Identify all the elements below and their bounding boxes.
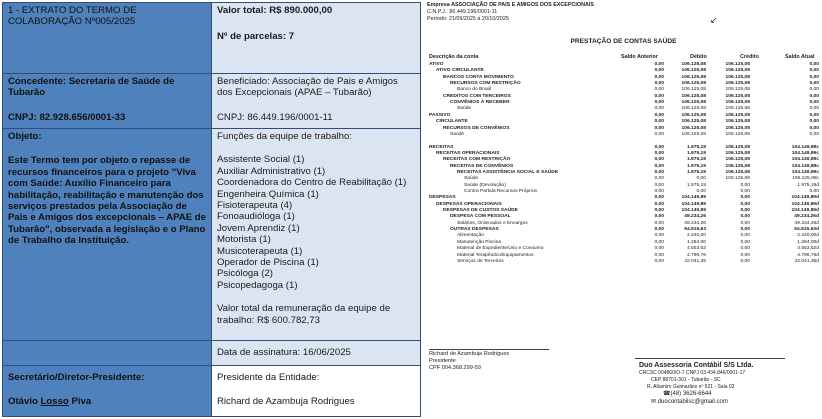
credit-value: 106.125,08 <box>725 163 750 169</box>
debit-value: 1.975,19 <box>686 157 706 163</box>
row-divider <box>3 365 420 366</box>
debit-value: 2.240,00 <box>686 233 706 239</box>
credit-value: 106.125,08 <box>725 74 750 80</box>
credit-value: 0,00 <box>740 201 750 207</box>
list-item: Auxiliar Administrativo (1) <box>217 165 326 177</box>
credit-value: 106.125,08 <box>725 169 750 175</box>
account-label: Material de Expediente/Uso e Consumo <box>457 246 544 252</box>
debit-value: 1.284,00 <box>686 239 706 245</box>
debit-value: 106.125,08 <box>681 74 706 80</box>
previous-balance: 0,00 <box>654 81 664 87</box>
current-balance: 54.915,63d <box>794 227 819 233</box>
current-balance: 1.975,19d <box>797 182 819 188</box>
current-balance: 104.149,89d <box>791 201 819 207</box>
previous-balance: 0,00 <box>654 112 664 118</box>
debit-value: 4.796,76 <box>686 252 706 258</box>
previous-balance: 0,00 <box>654 163 664 169</box>
column-header-credit: Crédito <box>740 54 759 60</box>
debit-value: 104.149,89 <box>681 195 706 201</box>
previous-balance: 0,00 <box>654 214 664 220</box>
credit-value: 0,00 <box>740 258 750 264</box>
debit-value: 106.125,08 <box>681 125 706 131</box>
account-label: CONVÊNIOS À RECEBER <box>450 100 510 106</box>
president-cpf: CPF 004.368.299-59 <box>429 365 481 371</box>
account-label: RECEITAS <box>429 144 454 150</box>
list-item: Coordenadora do Centro de Reabilitação (1) <box>217 177 407 189</box>
list-item: Assistente Social (1) <box>217 154 305 166</box>
account-label: RECEITAS COM RESTRIÇÃO <box>443 157 511 163</box>
list-item: Musicoterapeuta (1) <box>217 245 303 257</box>
credit-value: 0,00 <box>740 252 750 258</box>
grantor-cell <box>3 74 211 128</box>
account-label: RECURSOS COM RESTRIÇÃO <box>450 81 521 87</box>
previous-balance: 0,00 <box>654 182 664 188</box>
signature-date-cell <box>212 341 420 365</box>
current-balance: 0,00 <box>809 100 819 106</box>
current-balance: 49.234,26d <box>794 220 819 226</box>
current-balance: 104.149,89c <box>791 169 819 175</box>
debit-value: 106.125,08 <box>681 119 706 125</box>
account-label: Saúde <box>457 106 472 112</box>
accounts-statement <box>425 0 822 419</box>
credit-value: 106.125,08 <box>725 150 750 156</box>
previous-balance: 0,00 <box>654 189 664 194</box>
column-divider <box>211 3 212 416</box>
previous-balance: 0,00 <box>654 201 664 207</box>
grantor-cnpj: CNPJ: 82.928.656/0001-33 <box>8 111 126 123</box>
account-label: Material Terapêutico/Equipamentos <box>457 252 534 258</box>
entity-president-name: Richard de Azambuja Rodrigues <box>217 396 355 408</box>
account-label: RECEITAS OPERACIONAIS <box>436 150 500 156</box>
previous-balance: 0,00 <box>654 93 664 99</box>
debit-value: 1.975,19 <box>686 144 706 150</box>
arrow-icon: ↙ <box>710 15 718 25</box>
debit-value: 106.125,08 <box>681 100 706 106</box>
debit-value: 0,00 <box>696 189 706 194</box>
list-item: Fisioterapeuta (4) <box>217 200 293 212</box>
credit-value: 106.125,08 <box>725 106 750 112</box>
secretary-label: Secretário/Diretor-Presidente: <box>8 372 145 383</box>
credit-value: 106.125,08 <box>725 93 750 99</box>
previous-balance: 0,00 <box>654 68 664 74</box>
column-header-description: Descrição da conta <box>429 54 479 60</box>
total-cell <box>212 3 420 73</box>
previous-balance: 0,00 <box>654 106 664 112</box>
account-label: Alimentação <box>457 233 484 239</box>
accountant-company: Duo Assessoria Contábil S/S Ltda. <box>639 362 754 369</box>
debit-value: 0,00 <box>696 176 706 182</box>
debit-value: 106.125,08 <box>681 112 706 118</box>
credit-value: 0,00 <box>740 239 750 245</box>
extract-table <box>2 2 421 417</box>
previous-balance: 0,00 <box>654 239 664 245</box>
previous-balance: 0,00 <box>654 227 664 233</box>
credit-value: 106.125,08 <box>725 176 750 182</box>
current-balance: 0,00 <box>809 112 819 118</box>
account-label: RECEITAS ASSISTÊNCIA SOCIAL E SAÚDE <box>457 169 559 175</box>
secretary-first-name: Otávio <box>8 396 41 408</box>
credit-value: 106.125,08 <box>725 119 750 125</box>
current-balance: 0,00 <box>809 131 819 137</box>
account-label: DESPESAS DE CUSTOS SAÚDE <box>443 208 518 214</box>
current-balance: 0,00 <box>809 68 819 74</box>
parcels-count: Nº de parcelas: 7 <box>217 31 295 43</box>
previous-balance: 0,00 <box>654 169 664 175</box>
account-label: PASSIVO <box>429 112 451 118</box>
beneficiary-cnpj: CNPJ: 86.449.196/0001-11 <box>217 111 333 123</box>
column-header-debit: Débito <box>690 54 707 60</box>
current-balance: 0,00 <box>809 81 819 87</box>
current-balance: 0,00 <box>809 87 819 93</box>
credit-value: 106.125,08 <box>725 144 750 150</box>
current-balance: 2.240,00d <box>797 233 819 239</box>
accountant-phone: ☎(48) 3626-6644 <box>663 391 712 397</box>
debit-value: 106.125,08 <box>681 106 706 112</box>
column-header-balance: Saldo Atual <box>785 54 815 60</box>
current-balance: 4.553,52d <box>797 246 819 252</box>
previous-balance: 0,00 <box>654 62 664 67</box>
current-balance: 0,00 <box>809 119 819 125</box>
current-balance: 106.125,08c <box>792 176 819 182</box>
account-label: Banco do Brasil <box>457 87 492 93</box>
credit-value: 106.125,08 <box>725 87 750 93</box>
credit-value: 106.125,08 <box>725 68 750 74</box>
account-label: DESPESA COM PESSOAL <box>450 214 511 220</box>
credit-value: 106.125,08 <box>725 62 750 67</box>
current-balance: 0,00 <box>809 74 819 80</box>
credit-value: 106.125,08 <box>725 81 750 87</box>
company-line: Empresa ASSOCIAÇÃO DE PAIS E AMIGOS DOS EXCEPCIONAIS <box>427 2 594 8</box>
secretary-last-name: Piva <box>68 396 92 408</box>
current-balance: 104.149,89c <box>791 144 819 150</box>
accountant-registration: CRCSC 004860/O-7 CNPJ 03.434.846/0001-17 <box>639 370 746 376</box>
president-signature-line <box>429 349 549 350</box>
period-line: Período: 21/09/2025 à 20/10/2025 <box>427 16 509 22</box>
previous-balance: 0,00 <box>654 150 664 156</box>
list-item: Engenheira Química (1) <box>217 188 319 200</box>
credit-value: 0,00 <box>740 182 750 188</box>
previous-balance: 0,00 <box>654 258 664 264</box>
current-balance: 104.149,89d <box>791 195 819 201</box>
debit-value: 1.975,19 <box>686 163 706 169</box>
debit-value: 1.975,19 <box>686 182 706 188</box>
account-label: Salários, Ordenados e Encargos <box>457 220 528 226</box>
credit-value: 106.125,08 <box>725 131 750 137</box>
president-role: Presidente <box>429 358 456 364</box>
debit-value: 106.125,08 <box>681 68 706 74</box>
account-label: Saúde (Devolução) <box>464 182 506 188</box>
previous-balance: 0,00 <box>654 252 664 258</box>
row-divider <box>3 73 420 74</box>
credit-value: 0,00 <box>740 189 750 194</box>
account-label: OUTRAS DESPESAS <box>450 227 499 233</box>
previous-balance: 0,00 <box>654 119 664 125</box>
previous-balance: 0,00 <box>654 220 664 226</box>
credit-value: 0,00 <box>740 227 750 233</box>
credit-value: 0,00 <box>740 214 750 220</box>
functions-list <box>217 154 415 291</box>
account-label: CREDITOS COM TERCEIROS <box>443 93 511 99</box>
functions-label: Funções da equipe de trabalho: <box>217 131 352 142</box>
account-label: RECEITAS DE CONVÊNIOS <box>450 163 514 169</box>
account-label: Manutenção Piscina <box>457 239 502 245</box>
cnpj-line: C.N.P.J.: 86.449.196/0001-11 <box>427 9 498 15</box>
previous-balance: 0,00 <box>654 176 664 182</box>
current-balance: 104.149,89c <box>791 157 819 163</box>
previous-balance: 0,00 <box>654 125 664 131</box>
accountant-email: ✉ duocontabilsc@gmail.com <box>651 399 728 405</box>
previous-balance: 0,00 <box>654 144 664 150</box>
current-balance: 4.796,76d <box>797 252 819 258</box>
debit-value: 106.125,08 <box>681 62 706 67</box>
list-item: Psicóloga (2) <box>217 268 273 280</box>
beneficiary-name: Beneficiado: Associação de Pais e Amigos dos Excepcionais (APAE – Tubarão) <box>217 76 398 99</box>
email-icon: ✉ <box>651 399 657 405</box>
credit-value: 0,00 <box>740 195 750 201</box>
account-label: Serviços de Terceiros <box>457 258 504 264</box>
debit-value: 1.975,19 <box>686 169 706 175</box>
current-balance: 0,00 <box>809 62 819 67</box>
entity-president-label: Presidente da Entidade: <box>217 372 320 383</box>
previous-balance: 0,00 <box>654 195 664 201</box>
current-balance: 0,00 <box>809 106 819 112</box>
total-value: Valor total: R$ 890.000,00 <box>217 5 333 16</box>
credit-value: 0,00 <box>740 233 750 239</box>
previous-balance: 0,00 <box>654 233 664 239</box>
table-row <box>425 258 822 265</box>
credit-value: 106.125,08 <box>725 157 750 163</box>
accountant-address: R. Altamiro Guimarães nº 621 - Sala 02 <box>647 384 735 390</box>
account-label: Saúde <box>464 176 479 182</box>
row-divider <box>3 340 420 341</box>
previous-balance: 0,00 <box>654 246 664 252</box>
debit-value: 106.125,08 <box>681 87 706 93</box>
account-label: DESPESAS OPERACIONAIS <box>436 201 502 207</box>
row-divider <box>3 128 420 129</box>
current-balance: 1.284,00d <box>797 239 819 245</box>
extract-title: 1 - EXTRATO DO TERMO DE COLABORAÇÃO Nº005/2025 <box>8 5 137 28</box>
account-label: RECURSOS DE CONVÊNIOS <box>443 125 510 131</box>
previous-balance: 0,00 <box>654 100 664 106</box>
account-label: CIRCULANTE <box>436 119 468 125</box>
account-label: Contra Partida Recursos Próprios <box>464 189 538 194</box>
object-cell <box>3 129 211 340</box>
debit-value: 4.553,52 <box>686 246 706 252</box>
list-item: Jovem Aprendiz (1) <box>217 222 300 234</box>
credit-value: 106.125,08 <box>725 100 750 106</box>
debit-value: 104.149,89 <box>681 201 706 207</box>
grantor-name: Concedente: Secretaria de Saúde de Tubarão <box>8 76 175 99</box>
secretary-middle-name: Losso <box>40 396 69 408</box>
credit-value: 106.125,08 <box>725 125 750 131</box>
current-balance: 104.149,89c <box>791 163 819 169</box>
current-balance: 42.041,35d <box>794 258 819 264</box>
list-item: Fonoaudióloga (1) <box>217 211 295 223</box>
account-label: ATIVO <box>429 62 444 67</box>
phone-icon: ☎ <box>663 391 671 397</box>
secretary-cell <box>3 366 211 416</box>
current-balance: 104.149,89c <box>791 150 819 156</box>
statement-title: PRESTAÇÃO DE CONTAS SAÚDE <box>570 38 677 45</box>
previous-balance: 0,00 <box>654 157 664 163</box>
credit-value: 0,00 <box>740 220 750 226</box>
accountant-cep: CEP 88701-301 - Tubarão - SC <box>651 377 721 383</box>
list-item: Psicopedagoga (1) <box>217 279 298 291</box>
account-label: DESPESAS <box>429 195 456 201</box>
current-balance: 104.149,89d <box>791 208 819 214</box>
signature-date: Data de assinatura: 16/06/2025 <box>217 347 351 358</box>
object-label: Objeto: <box>8 131 42 142</box>
current-balance: 0,00 <box>809 93 819 99</box>
debit-value: 106.125,08 <box>681 93 706 99</box>
debit-value: 54.915,63 <box>684 227 706 233</box>
account-label: Saúde <box>450 131 465 137</box>
secretary-name <box>8 396 206 407</box>
current-balance: 0,00 <box>809 189 819 194</box>
debit-value: 49.234,26 <box>684 214 706 220</box>
debit-value: 104.149,89 <box>681 208 706 214</box>
remuneration-total: Valor total da remuneração da equipe de trabalho: R$ 600.782,73 <box>217 303 391 326</box>
president-name: Richard de Azambuja Rodrigues <box>429 351 510 357</box>
credit-value: 0,00 <box>740 246 750 252</box>
list-item: Motorista (1) <box>217 234 271 246</box>
beneficiary-cell <box>212 74 420 128</box>
credit-value: 0,00 <box>740 208 750 214</box>
date-blank-cell <box>3 341 211 365</box>
credit-value: 106.125,08 <box>725 112 750 118</box>
extract-title-cell <box>3 3 211 73</box>
previous-balance: 0,00 <box>654 208 664 214</box>
column-header-previous: Saldo Anterior <box>621 54 658 60</box>
previous-balance: 0,00 <box>654 87 664 93</box>
current-balance: 49.234,26d <box>794 214 819 220</box>
debit-value: 106.125,08 <box>681 81 706 87</box>
previous-balance: 0,00 <box>654 74 664 80</box>
account-label: ATIVO CIRCULANTE <box>436 68 484 74</box>
previous-balance: 0,00 <box>654 131 664 137</box>
debit-value: 42.041,35 <box>684 258 706 264</box>
debit-value: 1.975,19 <box>686 150 706 156</box>
list-item: Operador de Piscina (1) <box>217 257 319 269</box>
entity-president-cell <box>212 366 420 416</box>
account-label: BANCOS CONTA MOVIMENTO <box>443 74 514 80</box>
debit-value: 49.234,26 <box>684 220 706 226</box>
debit-value: 106.125,08 <box>681 131 706 137</box>
current-balance: 0,00 <box>809 125 819 131</box>
accountant-signature-line <box>635 358 785 359</box>
functions-cell <box>212 129 420 340</box>
object-text: Este Termo tem por objeto o repasse de recursos financeiros para o projeto "Viva com Saúde: Auxílio Financeiro para habilitação, reabilitação e manutenção dos serviços prestados pela Associação de Pais e Amigos dos excepcionais – APAE de Tubarão", observada a legislação e o Plano de Trabalho da Instituição. <box>8 155 206 247</box>
